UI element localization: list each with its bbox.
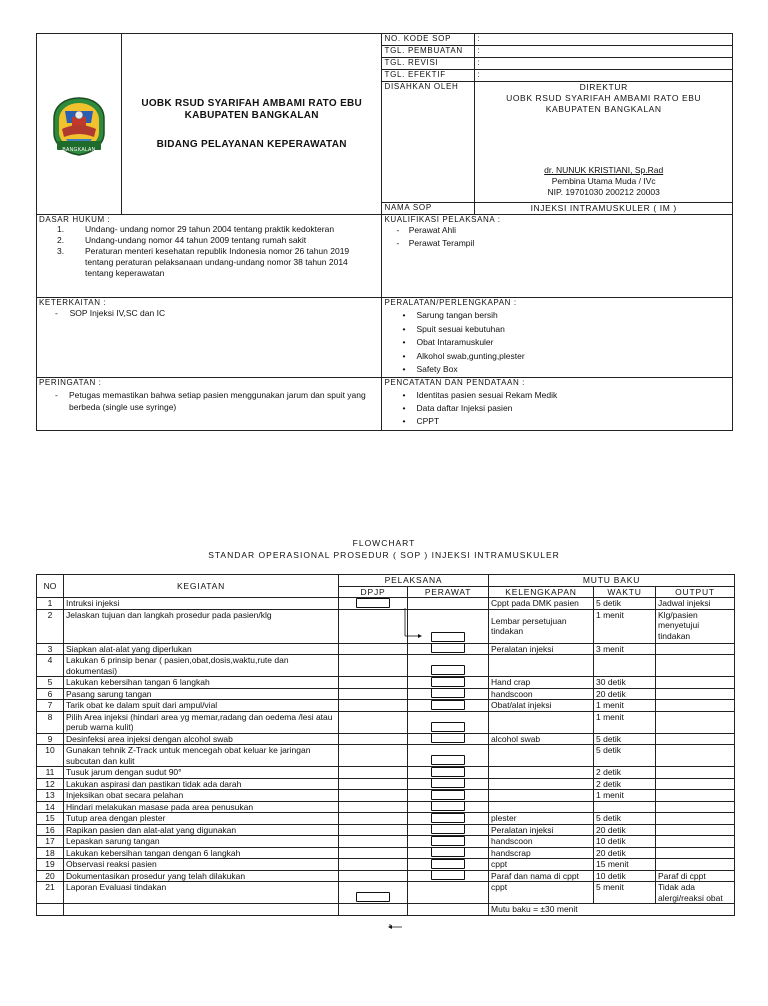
header-kegiatan: KEGIATAN: [64, 575, 339, 598]
footer-blank: [339, 904, 408, 916]
peringatan-item: Petugas memastikan bahwa setiap pasien menggunakan jarum dan spuit yang berbeda (single use syringe): [69, 389, 366, 412]
row-no: 9: [37, 733, 64, 745]
row-kegiatan: Jelaskan tujuan dan langkah prosedur pada pasien/klg: [64, 609, 339, 643]
table-row: [37, 677, 735, 689]
row-no: 19: [37, 859, 64, 871]
dpjp-cell: [339, 836, 408, 848]
perawat-cell: [408, 609, 489, 643]
row-output: [656, 700, 735, 712]
row-no: 8: [37, 711, 64, 733]
perawat-cell: [408, 882, 489, 904]
row-kegiatan: Tarik obat ke dalam spuit dari ampul/vial: [64, 700, 339, 712]
row-no: 13: [37, 790, 64, 802]
footer-blank: [64, 904, 339, 916]
row-output: Tidak ada alergi/reaksi obat: [656, 882, 735, 904]
row-no: 1: [37, 598, 64, 610]
list-item: - Perawat Ahli: [396, 225, 457, 235]
row-kelengkapan: alcohol swab: [489, 733, 594, 745]
row-kegiatan: Observasi reaksi pasien: [64, 859, 339, 871]
process-box: [431, 778, 465, 788]
row-no: 17: [37, 836, 64, 848]
list-item: [384, 309, 730, 323]
table-row: [37, 801, 735, 813]
row-output: [656, 711, 735, 733]
table-row: [37, 733, 735, 745]
process-box: [431, 643, 465, 653]
dpjp-cell: [339, 733, 408, 745]
field-value: :: [475, 46, 733, 58]
perawat-cell: [408, 745, 489, 767]
pencatatan-label: PENCATATAN DAN PENDATAAN :: [384, 377, 525, 387]
peralatan-item: Alkohol swab,gunting,plester: [416, 350, 525, 361]
row-kegiatan: Injeksikan obat secara pelahan: [64, 790, 339, 802]
row-output: [656, 824, 735, 836]
flowchart-table: [36, 574, 735, 916]
dpjp-cell: [339, 790, 408, 802]
process-box: [431, 870, 465, 880]
row-kegiatan: Pilih Area injeksi (hindari area yg memar,radang dan oedema /lesi atau perub warna kulit): [64, 711, 339, 733]
row-waktu: 10 detik: [594, 836, 656, 848]
list-item: [384, 389, 730, 402]
row-kegiatan: Gunakan tehnik Z-Track untuk mencegah obat keluar ke jaringan subcutan dan kulit: [64, 745, 339, 767]
table-row: [37, 778, 735, 790]
row-output: [656, 790, 735, 802]
perawat-cell: [408, 847, 489, 859]
field-label: TGL. PEMBUATAN: [382, 46, 475, 58]
peralatan-item: Safety Box: [416, 364, 458, 374]
mutu-baku-total: Mutu baku = ±30 menit: [489, 904, 735, 916]
flowchart-title-line2: STANDAR OPERASIONAL PROSEDUR ( SOP ) INJEKSI INTRAMUSKULER: [208, 550, 560, 560]
list-item: [384, 323, 730, 337]
org-line1: UOBK RSUD SYARIFAH AMBAMI RATO EBU: [141, 98, 363, 109]
header-pelaksana: PELAKSANA: [339, 575, 489, 587]
row-output: [656, 778, 735, 790]
dpjp-cell: [339, 745, 408, 767]
list-item: [384, 363, 730, 377]
peringatan-section: [37, 377, 382, 430]
dpjp-cell: [339, 767, 408, 779]
perawat-cell: [408, 859, 489, 871]
process-box: [356, 892, 390, 902]
row-output: Paraf di cppt: [656, 870, 735, 882]
row-output: [656, 733, 735, 745]
list-item: - Perawat Terampil: [396, 238, 475, 248]
dpjp-cell: [339, 847, 408, 859]
row-kelengkapan: cppt: [489, 882, 594, 904]
row-no: 5: [37, 677, 64, 689]
list-item: - SOP Injeksi IV,SC dan IC: [55, 308, 166, 318]
process-box: [431, 722, 465, 732]
pencatatan-item: Data daftar Injeksi pasien: [416, 402, 513, 413]
dpjp-cell: [339, 609, 408, 643]
row-kegiatan: Lakukan aspirasi dan pastikan tidak ada darah: [64, 778, 339, 790]
table-row: [37, 711, 735, 733]
keterkaitan-label: KETERKAITAN :: [39, 298, 107, 307]
director-signature-block: [475, 82, 733, 203]
header-waktu: WAKTU: [594, 586, 656, 598]
row-kelengkapan: [489, 778, 594, 790]
list-num: 1.: [57, 224, 65, 234]
row-kelengkapan: Paraf dan nama di cppt: [489, 870, 594, 882]
dasar-hukum-item: Undang- undang nomor 29 tahun 2004 tentang praktik kedokteran: [85, 224, 335, 234]
row-kelengkapan: handscrap: [489, 847, 594, 859]
keterkaitan-section: [37, 298, 382, 378]
perawat-cell: [408, 870, 489, 882]
process-box: [431, 632, 465, 642]
dpjp-cell: [339, 598, 408, 610]
row-kegiatan: Tutup area dengan plester: [64, 813, 339, 825]
division-title: BIDANG PELAYANAN KEPERAWATAN: [156, 139, 347, 150]
row-output: [656, 643, 735, 655]
row-no: 21: [37, 882, 64, 904]
dpjp-cell: [339, 813, 408, 825]
row-kegiatan: Desinfeksi area injeksi dengan alcohol swab: [64, 733, 339, 745]
row-kelengkapan: Peralatan injeksi: [489, 643, 594, 655]
header-kelengkapan: KELENGKAPAN: [489, 586, 594, 598]
table-row: [37, 870, 735, 882]
table-row: [37, 813, 735, 825]
row-no: 7: [37, 700, 64, 712]
table-row: [37, 767, 735, 779]
dpjp-cell: [339, 700, 408, 712]
row-kegiatan: Lakukan kebersihan tangan dengan 6 langkah: [64, 847, 339, 859]
director-org2: KABUPATEN BANGKALAN: [545, 104, 662, 114]
perawat-cell: [408, 700, 489, 712]
peralatan-item: Obat Intaramuskuler: [416, 337, 494, 347]
row-no: 18: [37, 847, 64, 859]
row-waktu: 20 detik: [594, 847, 656, 859]
arrow-head: [388, 925, 392, 929]
list-item: [384, 350, 730, 364]
dpjp-cell: [339, 711, 408, 733]
row-kegiatan: Tusuk jarum dengan sudut 90°: [64, 767, 339, 779]
dpjp-cell: [339, 824, 408, 836]
peralatan-item: Spuit sesuai kebutuhan: [416, 323, 505, 334]
row-no: 11: [37, 767, 64, 779]
director-title: DIREKTUR: [579, 82, 628, 92]
row-no: 16: [37, 824, 64, 836]
table-row: [37, 598, 735, 610]
row-waktu: 15 menit: [594, 859, 656, 871]
field-label: TGL. REVISI: [382, 58, 475, 70]
nama-sop-value: INJEKSI INTRAMUSKULER ( IM ): [475, 203, 733, 215]
header-output: OUTPUT: [656, 586, 735, 598]
kualifikasi-item: Perawat Terampil: [408, 238, 475, 248]
perawat-cell: [408, 598, 489, 610]
header-no: NO: [37, 575, 64, 598]
dasar-hukum-label: DASAR HUKUM :: [39, 215, 111, 224]
row-output: [656, 836, 735, 848]
process-box: [431, 665, 465, 675]
row-output: [656, 688, 735, 700]
row-waktu: 5 menit: [594, 882, 656, 904]
row-waktu: 2 detik: [594, 767, 656, 779]
header-dpjp: DPJP: [339, 586, 408, 598]
field-value: :: [475, 58, 733, 70]
perawat-cell: [408, 643, 489, 655]
row-kelengkapan: [489, 745, 594, 767]
process-box: [431, 847, 465, 857]
field-label: TGL. EFEKTIF: [382, 70, 475, 82]
org-line2: KABUPATEN BANGKALAN: [184, 110, 319, 121]
process-box: [431, 801, 465, 811]
row-waktu: 20 detik: [594, 824, 656, 836]
flowchart-title-line1: FLOWCHART: [352, 538, 416, 548]
field-value: :: [475, 34, 733, 46]
row-kegiatan: Rapikan pasien dan alat-alat yang digunakan: [64, 824, 339, 836]
row-waktu: 5 detik: [594, 598, 656, 610]
table-row: [37, 688, 735, 700]
dpjp-cell: [339, 655, 408, 677]
table-row: [37, 824, 735, 836]
row-output: [656, 677, 735, 689]
sop-header-table: [36, 33, 733, 431]
list-item: [384, 336, 730, 350]
row-kelengkapan: Obat/alat injeksi: [489, 700, 594, 712]
table-row: [37, 847, 735, 859]
process-box: [431, 836, 465, 846]
dpjp-cell: [339, 882, 408, 904]
table-row: [37, 836, 735, 848]
dpjp-cell: [339, 859, 408, 871]
table-row: [37, 655, 735, 677]
row-kegiatan: Hindari melakukan masase pada area penusukan: [64, 801, 339, 813]
row-kegiatan: Intruksi injeksi: [64, 598, 339, 610]
process-box: [431, 790, 465, 800]
process-box: [431, 677, 465, 687]
table-row: [37, 859, 735, 871]
dasar-hukum-item: Peraturan menteri kesehatan republik Indonesia nomor 26 tahun 2019 tentang peraturan pelaksanaan undang-undang nomor 38 tahun 2014 tentang keperawatan: [85, 246, 350, 278]
row-output: [656, 847, 735, 859]
row-output: [656, 767, 735, 779]
pencatatan-item: Identitas pasien sesuai Rekam Medik: [416, 389, 558, 400]
dpjp-cell: [339, 688, 408, 700]
table-row: [37, 882, 735, 904]
keterkaitan-item: SOP Injeksi IV,SC dan IC: [69, 308, 166, 318]
peralatan-section: [382, 298, 733, 378]
header-perawat: PERAWAT: [408, 586, 489, 598]
list-item: [384, 402, 730, 415]
perawat-cell: [408, 711, 489, 733]
logo-text: BANGKALAN: [62, 147, 96, 153]
row-kelengkapan: Hand crap: [489, 677, 594, 689]
header-mutu-baku: MUTU BAKU: [489, 575, 735, 587]
row-kelengkapan: cppt: [489, 859, 594, 871]
process-box: [431, 813, 465, 823]
row-kegiatan: Laporan Evaluasi tindakan: [64, 882, 339, 904]
row-kegiatan: Dokumentasikan prosedur yang telah dilakukan: [64, 870, 339, 882]
connector-line: [390, 924, 402, 927]
row-waktu: 1 menit: [594, 711, 656, 733]
perawat-cell: [408, 778, 489, 790]
perawat-cell: [408, 655, 489, 677]
row-kelengkapan: handscoon: [489, 688, 594, 700]
row-kelengkapan: Cppt pada DMK pasien: [489, 598, 594, 610]
process-box: [431, 859, 465, 869]
row-waktu: 1 menit: [594, 609, 656, 643]
peralatan-item: Sarung tangan bersih: [416, 310, 498, 320]
table-row: [37, 700, 735, 712]
row-kelengkapan: [489, 767, 594, 779]
process-box: [431, 755, 465, 765]
row-waktu: 2 detik: [594, 778, 656, 790]
field-value: :: [475, 70, 733, 82]
nama-sop-label: NAMA SOP: [382, 203, 475, 215]
list-num: 3.: [57, 246, 65, 256]
process-box: [356, 598, 390, 608]
row-kelengkapan: handscoon: [489, 836, 594, 848]
peralatan-label: PERALATAN/PERLENGKAPAN :: [384, 298, 517, 307]
row-kelengkapan: [489, 790, 594, 802]
table-row: [37, 609, 735, 643]
row-kelengkapan: [489, 801, 594, 813]
row-waktu: 30 detik: [594, 677, 656, 689]
process-box: [431, 824, 465, 834]
list-item: [384, 415, 730, 428]
table-row: [37, 745, 735, 767]
row-kegiatan: Lakukan kebersihan tangan 6 langkah: [64, 677, 339, 689]
row-output: [656, 655, 735, 677]
row-waktu: 5 detik: [594, 745, 656, 767]
row-output: [656, 801, 735, 813]
director-nip: NIP. 19701030 200212 20003: [547, 187, 660, 197]
row-no: 2: [37, 609, 64, 643]
dpjp-cell: [339, 870, 408, 882]
dasar-hukum-section: [37, 215, 382, 298]
row-waktu: 10 detik: [594, 870, 656, 882]
dasar-hukum-item: Undang-undang nomor 44 tahun 2009 tentang rumah sakit: [85, 235, 307, 245]
dpjp-cell: [339, 677, 408, 689]
row-kelengkapan: Peralatan injeksi: [489, 824, 594, 836]
perawat-cell: [408, 801, 489, 813]
row-no: 10: [37, 745, 64, 767]
row-waktu: 1 menit: [594, 700, 656, 712]
org-cell: [121, 34, 382, 215]
perawat-cell: [408, 813, 489, 825]
row-no: 3: [37, 643, 64, 655]
perawat-cell: [408, 824, 489, 836]
row-kegiatan: Lakukan 6 prinsip benar ( pasien,obat,dosis,waktu,rute dan dokumentasi): [64, 655, 339, 677]
kualifikasi-label: KUALIFIKASI PELAKSANA :: [384, 215, 501, 224]
kualifikasi-section: [382, 215, 733, 298]
row-output: Klg/pasien menyetujui tindakan: [656, 609, 735, 643]
process-box: [431, 688, 465, 698]
perawat-cell: [408, 688, 489, 700]
row-kelengkapan: [489, 711, 594, 733]
table-row: [37, 643, 735, 655]
process-box: [431, 700, 465, 710]
row-no: 14: [37, 801, 64, 813]
footer-blank: [408, 904, 489, 916]
dpjp-cell: [339, 643, 408, 655]
row-waktu: 20 detik: [594, 688, 656, 700]
footer-blank: [37, 904, 64, 916]
row-waktu: [594, 655, 656, 677]
director-name: dr. NUNUK KRISTIANI, Sp.Rad: [544, 165, 664, 175]
process-box: [431, 767, 465, 777]
peringatan-label: PERINGATAN :: [39, 377, 102, 387]
row-no: 6: [37, 688, 64, 700]
row-output: [656, 745, 735, 767]
row-no: 4: [37, 655, 64, 677]
pencatatan-item: CPPT: [416, 415, 440, 426]
row-output: [656, 859, 735, 871]
disahkan-label: DISAHKAN OLEH: [382, 82, 475, 203]
row-waktu: [594, 801, 656, 813]
row-output: Jadwal injeksi: [656, 598, 735, 610]
field-label: NO. KODE SOP: [382, 34, 475, 46]
director-org1: UOBK RSUD SYARIFAH AMBAMI RATO EBU: [506, 93, 702, 103]
flowchart-title: [0, 537, 768, 561]
row-kegiatan: Lepaskan sarung tangan: [64, 836, 339, 848]
table-row: [37, 790, 735, 802]
row-waktu: 3 menit: [594, 643, 656, 655]
logo-cell: [37, 34, 122, 215]
row-output: [656, 813, 735, 825]
row-no: 15: [37, 813, 64, 825]
row-waktu: 5 detik: [594, 813, 656, 825]
flowchart-rows: [37, 598, 735, 904]
list-item: - Petugas memastikan bahwa setiap pasien menggunakan jarum dan spuit yang berbeda (single use syringe): [55, 389, 366, 412]
perawat-cell: [408, 677, 489, 689]
dpjp-cell: [339, 778, 408, 790]
row-kelengkapan: [489, 655, 594, 677]
process-box: [431, 733, 465, 743]
row-kelengkapan: Lembar persetujuan tindakan: [489, 609, 594, 643]
perawat-cell: [408, 733, 489, 745]
row-no: 20: [37, 870, 64, 882]
row-waktu: 1 menit: [594, 790, 656, 802]
perawat-cell: [408, 767, 489, 779]
dpjp-cell: [339, 801, 408, 813]
row-no: 12: [37, 778, 64, 790]
kualifikasi-item: Perawat Ahli: [408, 225, 457, 235]
perawat-cell: [408, 790, 489, 802]
row-kegiatan: Pasang sarung tangan: [64, 688, 339, 700]
row-waktu: 5 detik: [594, 733, 656, 745]
row-kelengkapan: plester: [489, 813, 594, 825]
perawat-cell: [408, 836, 489, 848]
row-kegiatan: Siapkan alat-alat yang diperlukan: [64, 643, 339, 655]
list-num: 2.: [57, 235, 65, 245]
pencatatan-section: [382, 377, 733, 430]
director-rank: Pembina Utama Muda / IVc: [551, 176, 656, 186]
